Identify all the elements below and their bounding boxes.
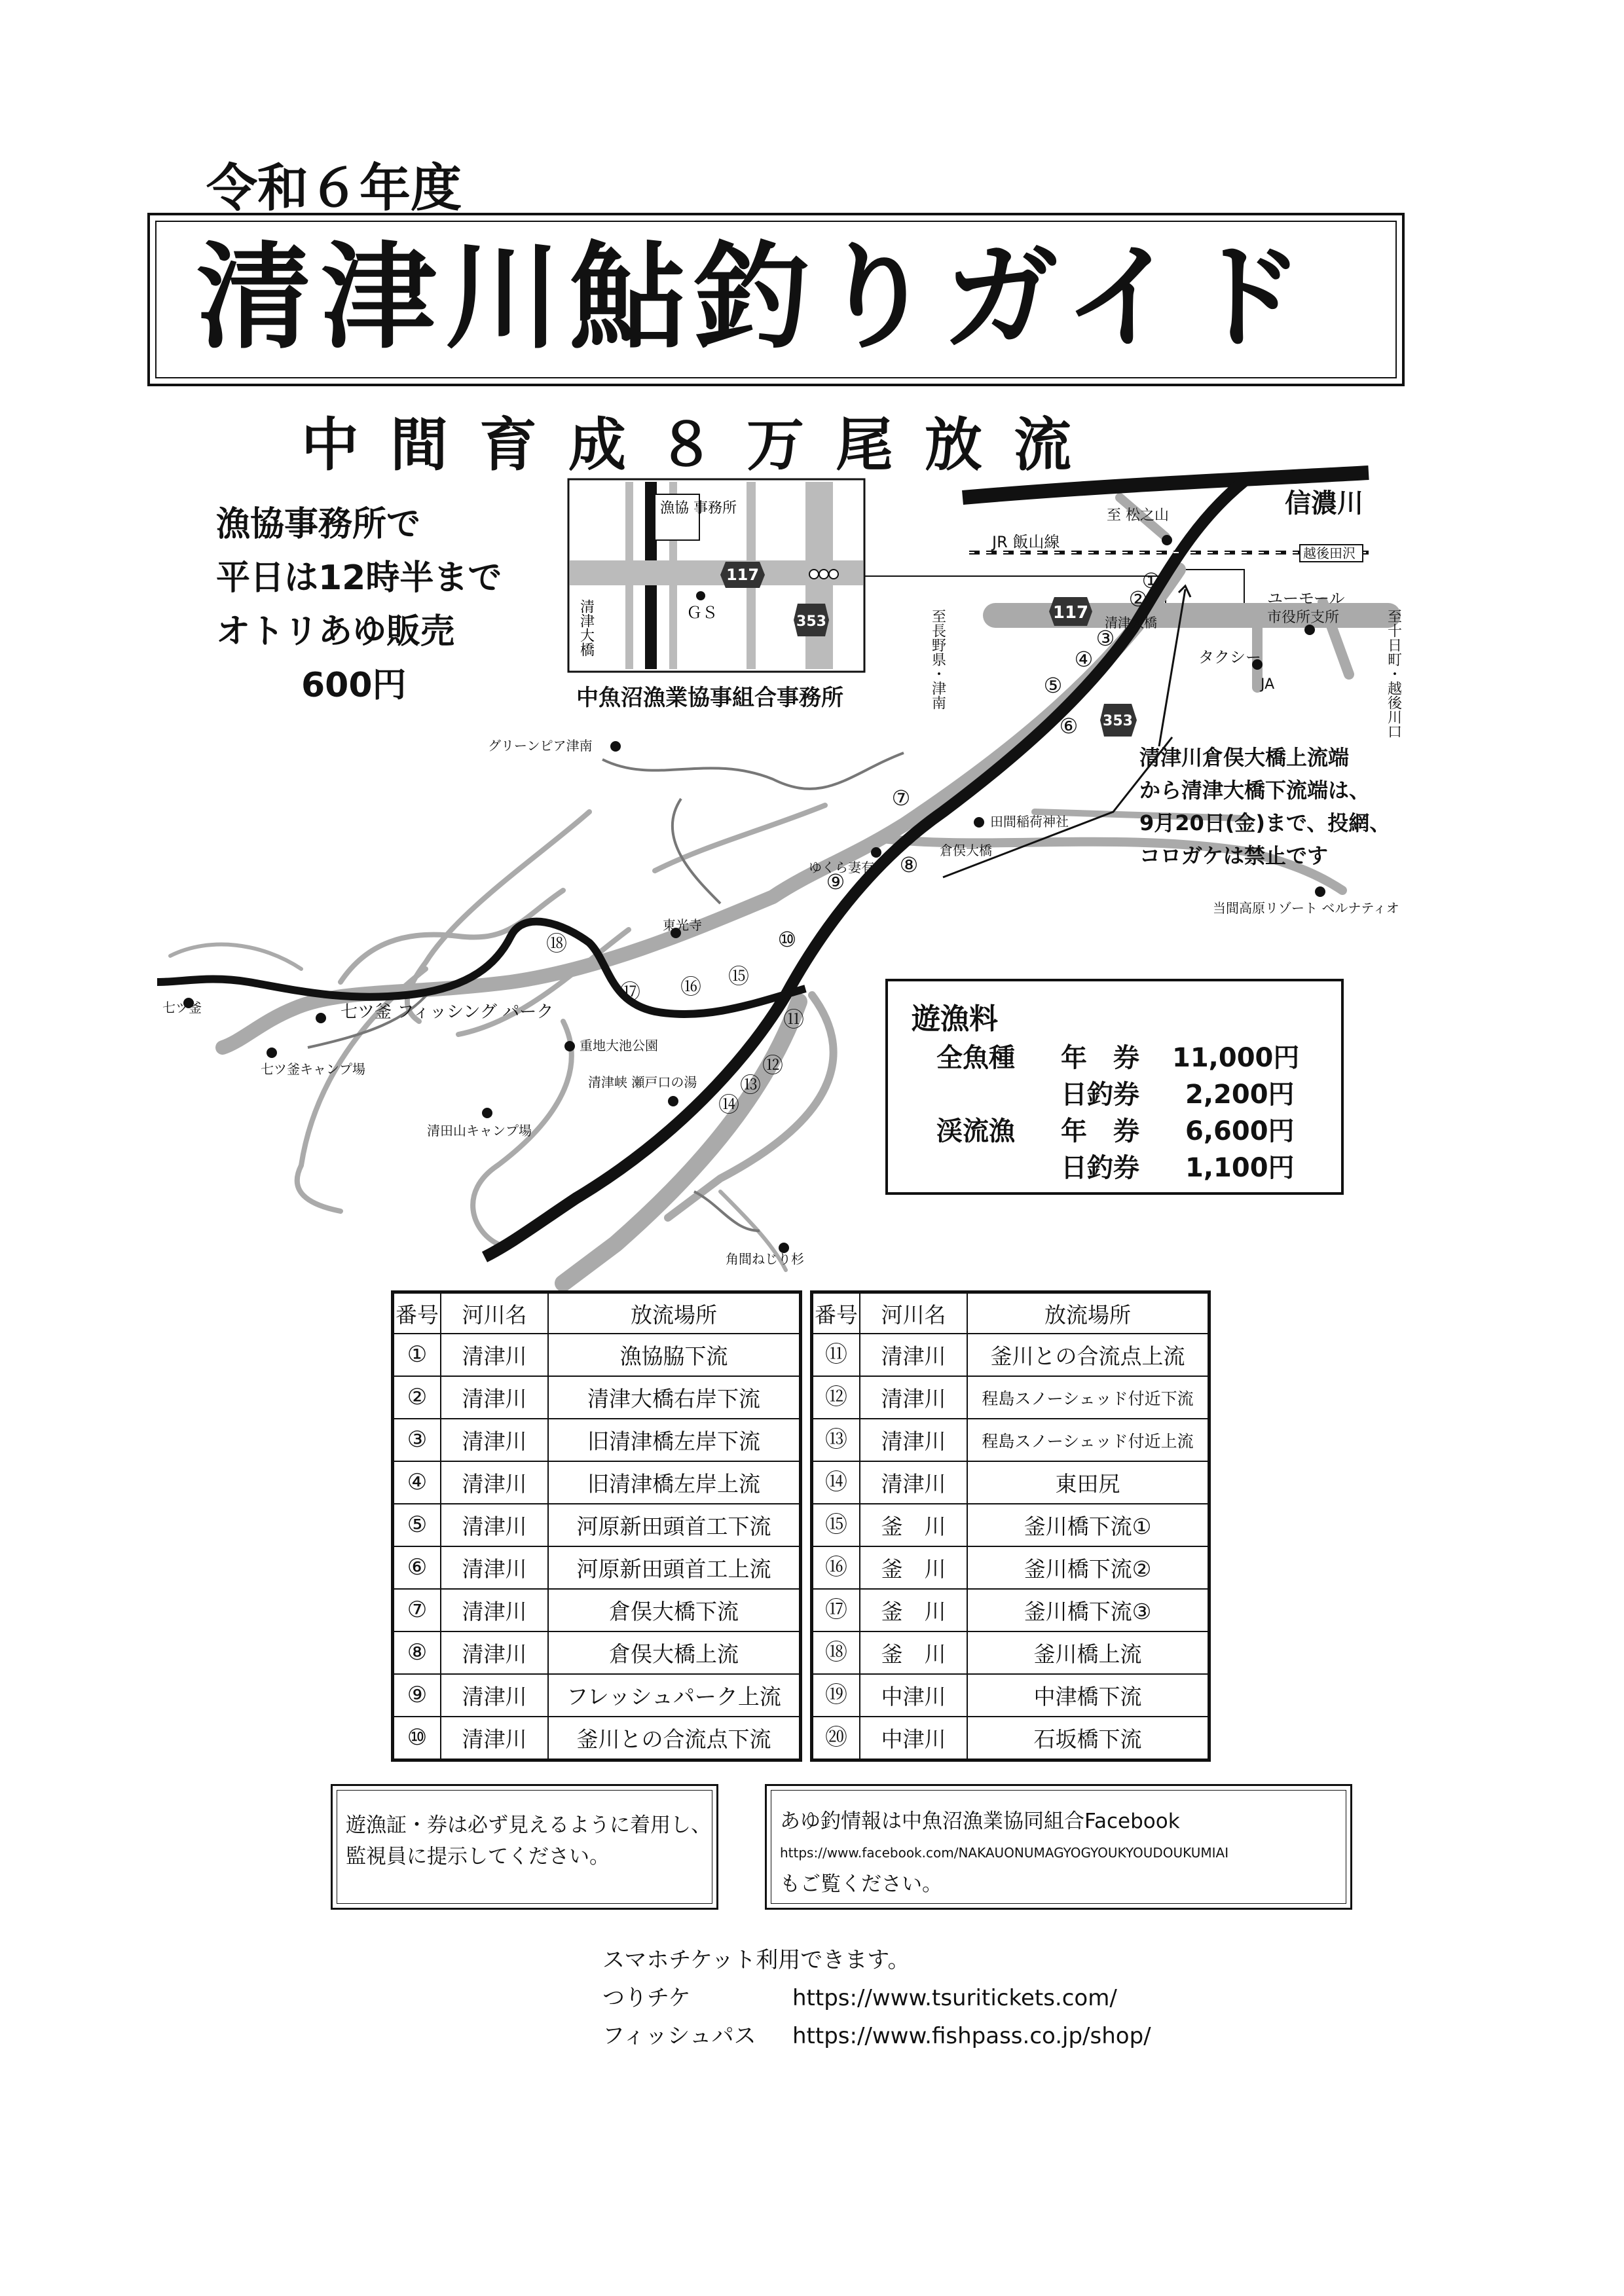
row-number-badge: ⑬ — [825, 1427, 847, 1453]
row-river: 清津川 — [441, 1461, 548, 1504]
inset-route-117: 117 — [726, 566, 760, 584]
notice-line: オトリあゆ販売 — [216, 612, 455, 651]
table-row — [812, 1717, 1209, 1760]
fee-row — [936, 1074, 1329, 1109]
row-river: 清津川 — [441, 1504, 548, 1546]
fee-title: 遊漁料 — [912, 1002, 998, 1036]
table-row — [812, 1589, 1209, 1631]
label-yukura: ゆくら妻有 — [809, 860, 874, 875]
facebook-line: もご覧ください。 — [780, 1872, 942, 1896]
fee-type: 年 券 — [1061, 1116, 1139, 1146]
app-item — [602, 1979, 1151, 2017]
row-river: 釜 川 — [860, 1504, 967, 1546]
label-kiyotayama-camp: 清田山キャンプ場 — [427, 1123, 532, 1139]
row-place: 釜川との合流点下流 — [548, 1717, 801, 1760]
table-row — [393, 1674, 801, 1717]
table-row — [393, 1419, 801, 1461]
fee-row — [936, 1110, 1329, 1146]
marker-15: ⑮ — [728, 964, 750, 989]
row-place: 旧清津橋左岸下流 — [548, 1419, 801, 1461]
route-117-label: 117 — [1052, 603, 1089, 623]
row-river: 釜 川 — [860, 1631, 967, 1674]
header-number: 番号 — [812, 1292, 860, 1334]
row-place: 釜川橋下流③ — [967, 1589, 1209, 1631]
row-river: 清津川 — [441, 1631, 548, 1674]
row-number-badge: ⑲ — [825, 1682, 847, 1708]
app-heading: スマホチケット利用できます。 — [602, 1947, 910, 1973]
row-place: フレッシュパーク上流 — [548, 1674, 801, 1717]
rule-line: から清津大橋下流端は、 — [1139, 778, 1371, 803]
facebook-url[interactable]: https://www.facebook.com/NAKAUONUMAGYOGYOUKYOUDOUKUMIAI — [780, 1845, 1229, 1861]
row-number — [393, 1334, 441, 1376]
row-place: 河原新田頭首工上流 — [548, 1546, 801, 1589]
label-echigotazawa: 越後田沢 — [1303, 545, 1356, 561]
marker-2: ② — [1128, 587, 1148, 611]
row-river: 清津川 — [441, 1589, 548, 1631]
marker-16: ⑯ — [680, 974, 702, 999]
row-river: 釜 川 — [860, 1589, 967, 1631]
row-number — [812, 1717, 860, 1760]
rule-line: 9月20日(金)まで、投網、 — [1139, 811, 1391, 835]
marker-6: ⑥ — [1059, 714, 1079, 738]
label-setoguchi: 清津峡 瀬戸口の湯 — [588, 1074, 697, 1090]
release-table-right — [810, 1290, 1211, 1762]
table-row — [812, 1419, 1209, 1461]
row-place: 倉俣大橋上流 — [548, 1631, 801, 1674]
row-number-badge: ⑪ — [825, 1341, 847, 1368]
label-shinano: 信濃川 — [1285, 488, 1363, 519]
row-number — [393, 1461, 441, 1504]
marker-18: ⑱ — [545, 931, 568, 956]
fee-price: 6,600円 — [1185, 1116, 1295, 1146]
table-row — [812, 1631, 1209, 1674]
row-number — [812, 1589, 860, 1631]
row-number — [393, 1631, 441, 1674]
row-place: 釜川橋下流② — [967, 1546, 1209, 1589]
subtitle: 中間育成８万尾放流 — [301, 411, 1103, 479]
fishing-rule-note — [1139, 741, 1390, 872]
marker-4: ④ — [1074, 647, 1094, 672]
row-number-badge: ⑯ — [825, 1554, 847, 1580]
row-number-badge: ⑦ — [407, 1597, 428, 1623]
header-number: 番号 — [393, 1292, 441, 1334]
inset-office: 漁協 事務所 — [660, 500, 737, 517]
row-place: 清津大橋右岸下流 — [548, 1376, 801, 1419]
row-number — [393, 1674, 441, 1717]
row-place: 釜川橋上流 — [967, 1631, 1209, 1674]
marker-12: ⑫ — [762, 1053, 784, 1078]
app-url[interactable]: https://www.tsuritickets.com/ — [792, 1985, 1117, 2011]
label-tamainari: 田間稲荷神社 — [990, 814, 1069, 829]
inset-gs: ＧＳ — [686, 604, 718, 622]
table-row — [393, 1589, 801, 1631]
row-river: 清津川 — [860, 1334, 967, 1376]
row-number — [393, 1717, 441, 1760]
label-city-branch: 市役所支所 — [1267, 610, 1340, 626]
label-matsunoyama: 至 松之山 — [1107, 507, 1169, 524]
fee-row — [936, 1037, 1329, 1072]
fee-price: 2,200円 — [1185, 1080, 1295, 1110]
row-place: 倉俣大橋下流 — [548, 1589, 801, 1631]
row-number-badge: ⑤ — [407, 1512, 428, 1538]
row-river: 清津川 — [441, 1419, 548, 1461]
notice-line: 平日は12時半まで — [216, 558, 502, 598]
row-number-badge: ⑰ — [825, 1597, 847, 1623]
marker-5: ⑤ — [1043, 673, 1063, 698]
rule-line: 清津川倉俣大橋上流端 — [1139, 745, 1350, 770]
row-river: 清津川 — [441, 1674, 548, 1717]
row-number-badge: ② — [407, 1384, 428, 1410]
row-number — [812, 1461, 860, 1504]
header-river: 河川名 — [860, 1292, 967, 1334]
row-number-badge: ⑭ — [825, 1469, 847, 1495]
facebook-info-text — [780, 1806, 1228, 1900]
row-place: 石坂橋下流 — [967, 1717, 1209, 1760]
table-row — [393, 1376, 801, 1419]
row-number — [812, 1504, 860, 1546]
notice-line: 漁協事務所で — [216, 505, 421, 544]
label-umall: ユーモール — [1267, 589, 1345, 608]
table-row — [393, 1461, 801, 1504]
row-place: 釜川との合流点上流 — [967, 1334, 1209, 1376]
row-number-badge: ④ — [407, 1469, 428, 1495]
row-number-badge: ⑨ — [407, 1682, 428, 1708]
table-row — [812, 1461, 1209, 1504]
header-river: 河川名 — [441, 1292, 548, 1334]
marker-7: ⑦ — [891, 786, 911, 811]
row-number — [812, 1376, 860, 1419]
fee-price: 11,000円 — [1172, 1043, 1300, 1073]
label-kiyotsu-bridge: 清津大橋 — [1105, 615, 1157, 630]
license-notice-box — [331, 1784, 718, 1910]
label-kuramata-bridge: 倉俣大橋 — [940, 843, 992, 858]
row-river: 清津川 — [441, 1334, 548, 1376]
row-number-badge: ⑳ — [825, 1724, 847, 1751]
row-number — [812, 1546, 860, 1589]
row-number-badge: ① — [407, 1341, 428, 1368]
row-number — [393, 1419, 441, 1461]
inset-bridge: 清津大橋 — [578, 599, 595, 657]
row-river: 清津川 — [441, 1717, 548, 1760]
row-place: 釜川橋下流① — [967, 1504, 1209, 1546]
label-fishing-park: 七ツ釜 フィッシング パーク — [341, 1002, 554, 1022]
facebook-line: あゆ釣情報は中魚沼漁業協同組合Facebook — [780, 1810, 1180, 1833]
row-place: 漁協脇下流 — [548, 1334, 801, 1376]
table-row — [812, 1546, 1209, 1589]
fee-category: 渓流漁 — [936, 1116, 1015, 1146]
marker-11: ⑪ — [783, 1007, 805, 1032]
row-river: 清津川 — [860, 1419, 967, 1461]
row-river: 清津川 — [441, 1546, 548, 1589]
row-number-badge: ⑫ — [825, 1384, 847, 1410]
label-jujiike: 重地大池公園 — [580, 1038, 658, 1053]
row-number — [812, 1334, 860, 1376]
row-place: 程島スノーシェッド付近下流 — [967, 1376, 1209, 1419]
header-place: 放流場所 — [548, 1292, 801, 1334]
release-table-left — [391, 1290, 802, 1762]
row-number — [812, 1631, 860, 1674]
marker-3: ③ — [1096, 626, 1115, 651]
app-item — [602, 2017, 1151, 2055]
row-river: 清津川 — [860, 1376, 967, 1419]
marker-1: ① — [1141, 568, 1161, 593]
label-resort: 当間高原リゾート ベルナティオ — [1213, 900, 1399, 916]
marker-14: ⑭ — [718, 1092, 740, 1117]
table-row — [812, 1376, 1209, 1419]
fee-price: 1,100円 — [1185, 1153, 1295, 1183]
label-to-nagano: 至長野県・津南 — [929, 609, 946, 710]
table-row — [393, 1631, 801, 1674]
row-number-badge: ⑮ — [825, 1512, 847, 1538]
row-number-badge: ⑩ — [407, 1724, 428, 1751]
route-353-label: 353 — [1103, 713, 1133, 729]
header-place: 放流場所 — [967, 1292, 1209, 1334]
label-jr: JR 飯山線 — [992, 533, 1060, 551]
row-number — [393, 1504, 441, 1546]
fee-type: 日釣券 — [1061, 1153, 1139, 1183]
row-number-badge: ⑥ — [407, 1554, 428, 1580]
row-number-badge: ⑱ — [825, 1639, 847, 1666]
facebook-info-box — [765, 1784, 1352, 1910]
app-url[interactable]: https://www.fishpass.co.jp/shop/ — [792, 2023, 1151, 2049]
row-river: 中津川 — [860, 1717, 967, 1760]
fee-type: 日釣券 — [1061, 1080, 1139, 1110]
label-nanatsugama: 七ツ釜 — [162, 1000, 202, 1015]
row-number — [393, 1589, 441, 1631]
inset-caption: 中魚沼漁業協事組合事務所 — [576, 685, 843, 711]
label-tsunoma: 角間ねじり杉 — [726, 1251, 804, 1267]
marker-17: ⑰ — [619, 979, 641, 1004]
year-label: 令和６年度 — [206, 159, 462, 218]
row-river: 清津川 — [441, 1376, 548, 1419]
label-nanatsugama-camp: 七ツ釜キャンプ場 — [261, 1061, 365, 1077]
label-tokoji: 東光寺 — [663, 917, 702, 933]
table-row — [812, 1504, 1209, 1546]
table-row — [393, 1504, 801, 1546]
label-green-pia: グリーンピア津南 — [488, 738, 593, 754]
page-title: 清津川鮎釣りガイド — [196, 230, 1313, 365]
row-number — [812, 1419, 860, 1461]
row-number-badge: ⑧ — [407, 1639, 428, 1666]
label-taxi: タクシー — [1198, 648, 1261, 666]
marker-13: ⑬ — [739, 1072, 762, 1097]
row-number-badge: ③ — [407, 1427, 428, 1453]
fee-type: 年 券 — [1061, 1043, 1139, 1073]
marker-9: ⑨ — [826, 869, 845, 894]
row-place: 中津橋下流 — [967, 1674, 1209, 1717]
app-tickets — [602, 1941, 1151, 2055]
app-name: つりチケ — [602, 1985, 691, 2011]
table-row — [393, 1334, 801, 1376]
license-line: 監視員に提示してください。 — [346, 1845, 610, 1868]
table-row — [812, 1334, 1209, 1376]
row-river: 中津川 — [860, 1674, 967, 1717]
row-place: 河原新田頭首工下流 — [548, 1504, 801, 1546]
row-river: 釜 川 — [860, 1546, 967, 1589]
table-row — [812, 1674, 1209, 1717]
app-name: フィッシュパス — [602, 2023, 756, 2049]
marker-10: ⑩ — [777, 927, 797, 952]
notice-price: 600円 — [301, 666, 407, 705]
row-place: 程島スノーシェッド付近上流 — [967, 1419, 1209, 1461]
row-place: 旧清津橋左岸上流 — [548, 1461, 801, 1504]
license-notice-text — [346, 1810, 711, 1872]
row-river: 清津川 — [860, 1461, 967, 1504]
marker-8: ⑧ — [899, 852, 919, 877]
row-number — [393, 1546, 441, 1589]
label-ja: JA — [1261, 676, 1275, 693]
rule-line: コロガケは禁止です — [1139, 843, 1329, 868]
label-to-tokamachi: 至十日町・越後川口 — [1385, 609, 1402, 738]
inset-route-353: 353 — [796, 613, 826, 630]
table-row — [393, 1717, 801, 1760]
row-place: 東田尻 — [967, 1461, 1209, 1504]
fee-category: 全魚種 — [936, 1043, 1015, 1073]
fee-row — [936, 1147, 1329, 1182]
row-number — [393, 1376, 441, 1419]
table-row — [393, 1546, 801, 1589]
row-number — [812, 1674, 860, 1717]
license-line: 遊漁証・券は必ず見えるように着用し、 — [346, 1813, 711, 1837]
